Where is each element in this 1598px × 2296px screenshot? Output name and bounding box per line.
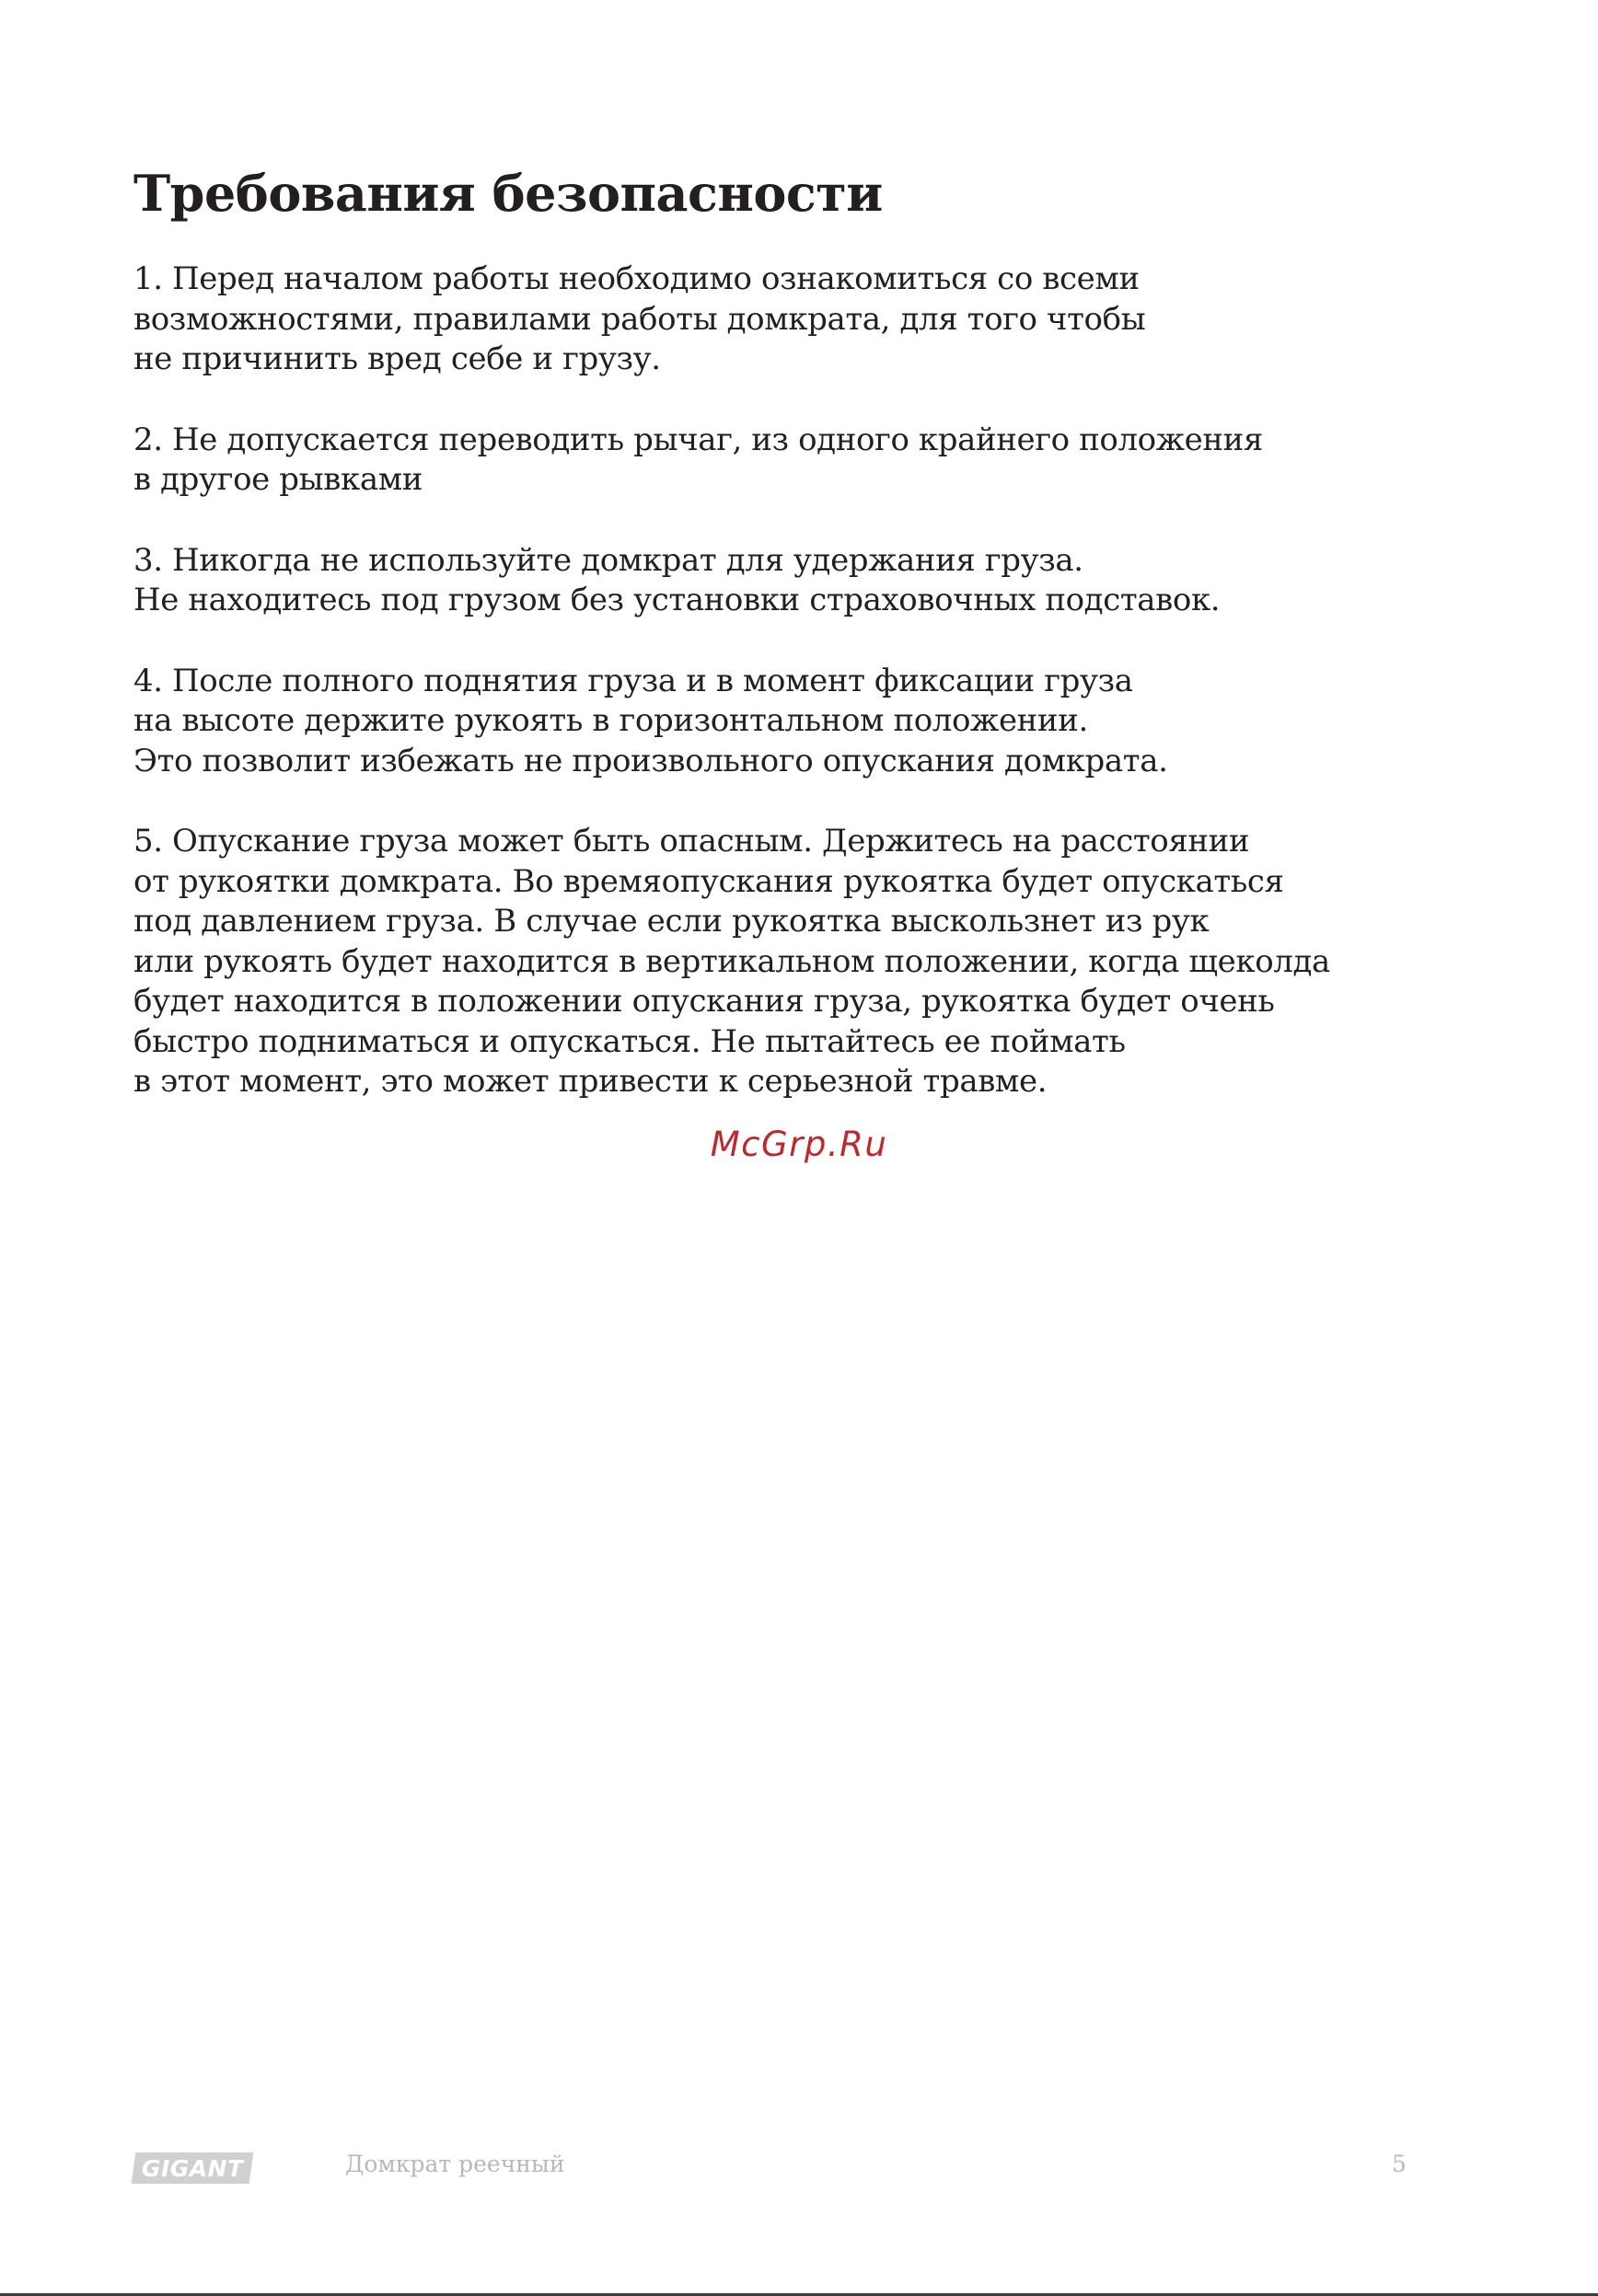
- safety-rule-5: [133, 822, 1477, 1102]
- rule-line: 4. После полного поднятия груза и в момент фиксации груза: [133, 662, 1133, 699]
- page-title: Требования безопасности: [133, 164, 883, 223]
- page-number: 5: [1392, 2151, 1407, 2177]
- rule-line: 1. Перед началом работы необходимо ознакомиться со всеми: [133, 260, 1140, 297]
- rule-line: Не находитесь под грузом без установки страховочных подставок.: [133, 582, 1221, 618]
- logo-text: GIGANT: [141, 2154, 244, 2182]
- safety-rule-2: [133, 421, 1477, 501]
- rule-line: в другое рывками: [133, 461, 423, 498]
- safety-rules-list: [133, 260, 1477, 1143]
- watermark: McGrp.Ru: [710, 1125, 888, 1164]
- safety-rule-1: [133, 260, 1477, 380]
- rule-line: на высоте держите рукоять в горизонтальном положении.: [133, 702, 1088, 739]
- rule-line: 2. Не допускается переводить рычаг, из одного крайнего положения: [133, 421, 1263, 458]
- rule-line: от рукоятки домкрата. Во времяопускания рукоятка будет опускаться: [133, 862, 1284, 900]
- safety-rule-4: [133, 662, 1477, 782]
- rule-line: под давлением груза. В случае если рукоятка выскользнет из рук: [133, 903, 1210, 940]
- safety-rule-3: [133, 541, 1477, 621]
- rule-line: Это позволит избежать не произвольного опускания домкрата.: [133, 742, 1168, 779]
- footer-product-name: Домкрат реечный: [345, 2151, 565, 2177]
- rule-line: будет находится в положении опускания груза, рукоятка будет очень: [133, 983, 1275, 1020]
- rule-line: или рукоять будет находится в вертикальном положении, когда щеколда: [133, 942, 1330, 980]
- rule-line: не причинить вред себе и грузу.: [133, 340, 661, 377]
- rule-line: 5. Опускание груза может быть опасным. Держитесь на расстоянии: [133, 823, 1250, 860]
- rule-line: возможностями, правилами работы домкрата, для того чтобы: [133, 300, 1146, 338]
- rule-line: быстро подниматься и опускаться. Не пытайтесь ее поймать: [133, 1022, 1126, 1060]
- gigant-logo: [132, 2152, 254, 2184]
- rule-line: 3. Никогда не используйте домкрат для удержания груза.: [133, 541, 1083, 579]
- rule-line: в этот момент, это может привести к серьезной травме.: [133, 1063, 1048, 1100]
